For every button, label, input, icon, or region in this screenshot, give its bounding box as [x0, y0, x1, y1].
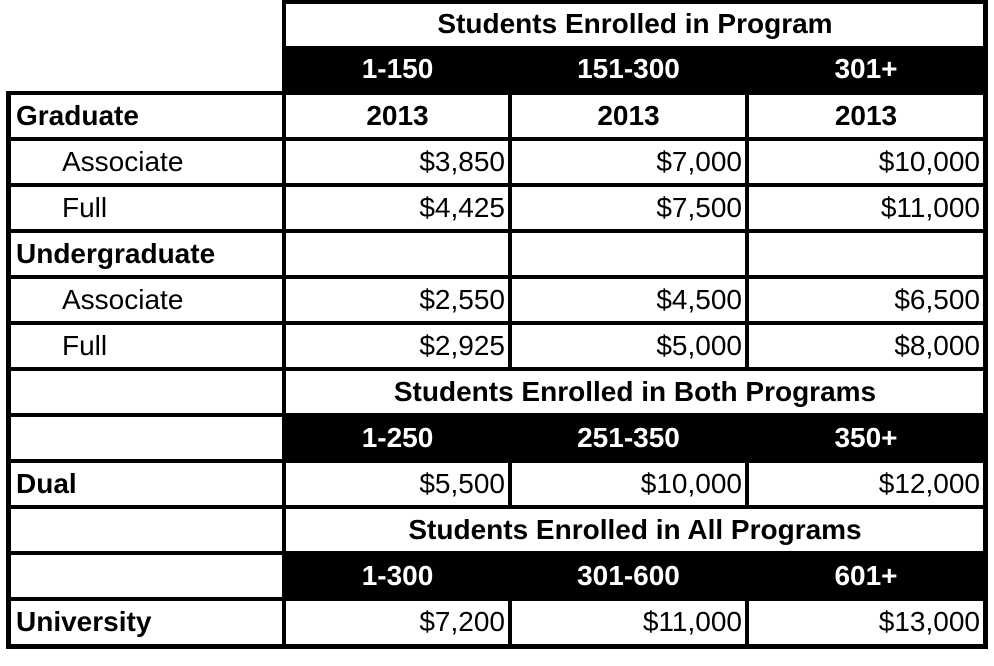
grid-line [6, 91, 11, 649]
program-range-header: 1-150 [286, 46, 509, 92]
grid-line [745, 554, 749, 646]
fee-cell: $7,000 [656, 146, 742, 177]
fee-cell: $10,000 [878, 146, 980, 177]
fee-cell: $4,500 [656, 284, 742, 315]
fee-cell: $11,000 [642, 606, 742, 637]
both-range-header: 350+ [748, 416, 984, 460]
undergraduate-associate-label: Associate [62, 284, 184, 315]
all-range-header: 601+ [748, 554, 984, 598]
grid-line [6, 183, 988, 187]
all-range-header: 1-300 [286, 554, 509, 598]
grid-line [284, 0, 988, 4]
fee-cell: $2,925 [419, 330, 505, 361]
grid-line [745, 416, 749, 508]
year-header: 2013 [597, 100, 660, 131]
program-section-title: Students Enrolled in Program [437, 8, 833, 39]
fee-cell: $6,500 [894, 284, 980, 315]
both-range-header: 1-250 [286, 416, 509, 460]
graduate-associate-label: Associate [62, 146, 184, 177]
fee-cell: $8,000 [894, 330, 980, 361]
grid-line [6, 137, 988, 141]
grid-line [508, 554, 512, 646]
fee-cell: $12,000 [878, 468, 980, 499]
fee-cell: $7,200 [419, 606, 505, 637]
grid-line [983, 0, 988, 649]
grid-line [282, 0, 286, 649]
university-label: University [16, 606, 152, 637]
all-section-title: Students Enrolled in All Programs [408, 514, 862, 545]
grid-line [6, 413, 988, 417]
fee-cell: $5,000 [656, 330, 742, 361]
program-range-header: 151-300 [511, 46, 746, 92]
grid-line [6, 91, 988, 95]
grid-line [508, 416, 512, 508]
undergraduate-full-label: Full [62, 330, 108, 361]
grid-line [6, 644, 988, 649]
all-range-header: 301-600 [511, 554, 746, 598]
grid-line [6, 321, 988, 325]
program-range-header: 301+ [748, 46, 984, 92]
fee-cell: $13,000 [878, 606, 980, 637]
grid-line [508, 46, 512, 370]
year-header: 2013 [366, 100, 429, 131]
fee-cell: $4,425 [419, 192, 505, 223]
graduate-label: Graduate [16, 100, 139, 131]
fee-cell: $2,550 [419, 284, 505, 315]
fee-cell: $7,500 [656, 192, 742, 223]
grid-line [6, 505, 988, 509]
fee-cell: $10,000 [640, 468, 742, 499]
grid-line [6, 367, 988, 371]
grid-line [6, 551, 988, 555]
grid-line [6, 229, 988, 233]
graduate-full-label: Full [62, 192, 108, 223]
fee-cell: $3,850 [419, 146, 505, 177]
grid-line [6, 597, 988, 601]
grid-line [6, 459, 988, 463]
both-range-header: 251-350 [511, 416, 746, 460]
grid-line [745, 46, 749, 370]
dual-label: Dual [16, 468, 77, 499]
both-section-title: Students Enrolled in Both Programs [393, 376, 877, 407]
fee-cell: $5,500 [419, 468, 505, 499]
fee-cell: $11,000 [880, 192, 980, 223]
year-header: 2013 [834, 100, 898, 131]
undergraduate-label: Undergraduate [16, 238, 216, 269]
grid-line [6, 275, 988, 279]
